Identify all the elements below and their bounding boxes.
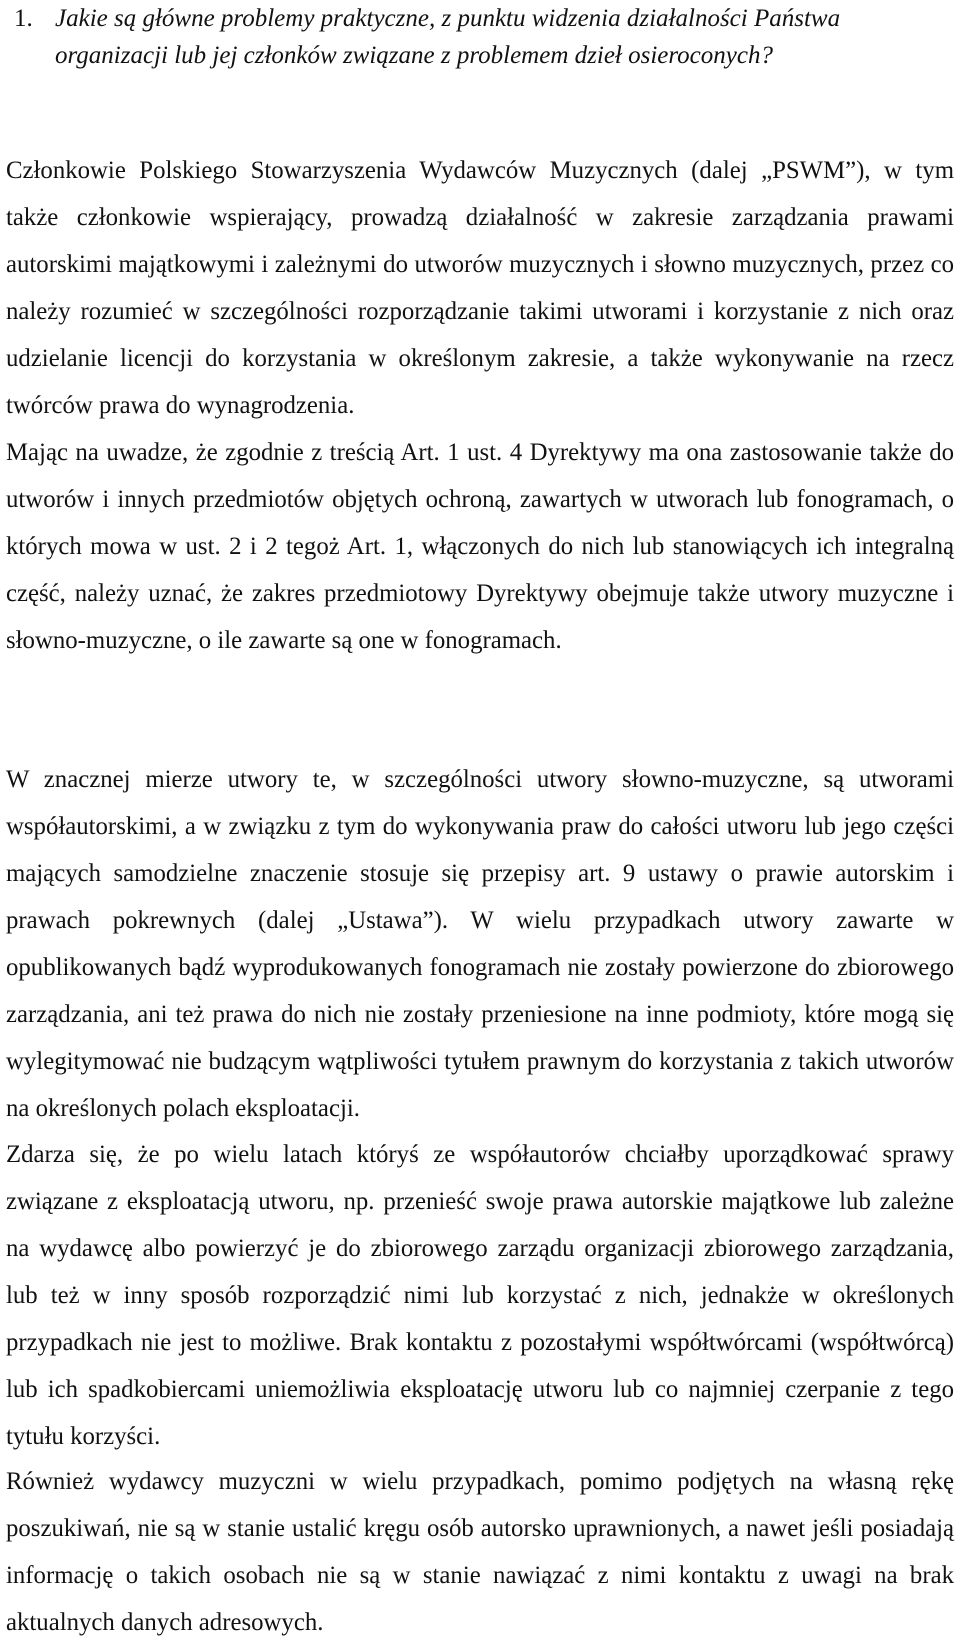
- paragraph-pswm-members: Członkowie Polskiego Stowarzyszenia Wydawców Muzycznych (dalej „PSWM”), w tym także członkowie wspierający, prowadzą działalność w zakresie zarządzania prawami autorskimi majątkowymi i zależnymi do utworów muzycznych i słowno muzycznych, przez co należy rozumieć w szczególności rozporządzanie takimi utworami i korzystanie z nich oraz udzielanie licencji do korzystania w określonym zakresie, a także wykonywanie na rzecz twórców prawa do wynagrodzenia.: [6, 157, 954, 419]
- paragraph-co-authored-works: W znacznej mierze utwory te, w szczególności utwory słowno-muzyczne, są utworami współautorskimi, a w związku z tym do wykonywania praw do całości utworu lub jego części mających samodzielne znaczenie stosuje się przepisy art. 9 ustawy o prawie autorskim i prawach pokrewnych (dalej „Ustawa”). W wielu przypadkach utwory zawarte w opublikowanych bądź wyprodukowanych fonogramach nie zostały powierzone do zbiorowego zarządzania, ani też prawa do nich nie zostały przeniesione na inne podmioty, które mogą się wylegitymować nie budzącym wątpliwości tytułem prawnym do korzystania z takich utworów na określonych polach eksploatacji.: [6, 766, 954, 1122]
- question-text: Jakie są główne problemy praktyczne, z punktu widzenia działalności Państwa organizacji lub jej członków związane z problemem dzieł osieroconych?: [55, 5, 841, 69]
- question-heading: [14, 0, 954, 74]
- paragraph-directive-scope: Mając na uwadze, że zgodnie z treścią Art. 1 ust. 4 Dyrektywy ma ona zastosowanie także do utworów i innych przedmiotów objętych ochroną, zawartych w utworach lub fonogramach, o których mowa w ust. 2 i 2 tegoż Art. 1, włączonych do nich lub stanowiących ich integralną część, należy uznać, że zakres przedmiotowy Dyrektywy obejmuje także utwory muzyczne i słowno-muzyczne, o ile zawarte są one w fonogramach.: [6, 439, 954, 654]
- paragraph-publishers-search: Również wydawcy muzyczni w wielu przypadkach, pomimo podjętych na własną rękę poszukiwań, nie są w stanie ustalić kręgu osób autorsko uprawnionych, a nawet jeśli posiadają informację o takich osobach nie są w stanie nawiązać z nimi kontaktu z uwagi na brak aktualnych danych adresowych.: [6, 1468, 954, 1636]
- question-number: 1.: [14, 5, 33, 32]
- paragraph-co-author-contact: Zdarza się, że po wielu latach któryś ze współautorów chciałby uporządkować sprawy związane z eksploatacją utworu, np. przenieść swoje prawa autorskie majątkowe lub zależne na wydawcę albo powierzyć je do zbiorowego zarządu organizacji zbiorowego zarządzania, lub też w inny sposób rozporządzić nimi lub korzystać z nich, jednakże w określonych przypadkach nie jest to możliwe. Brak kontaktu z pozostałymi współtwórcami (współtwórcą) lub ich spadkobiercami uniemożliwia eksploatację utworu lub co najmniej czerpanie z tego tytułu korzyści.: [6, 1141, 954, 1450]
